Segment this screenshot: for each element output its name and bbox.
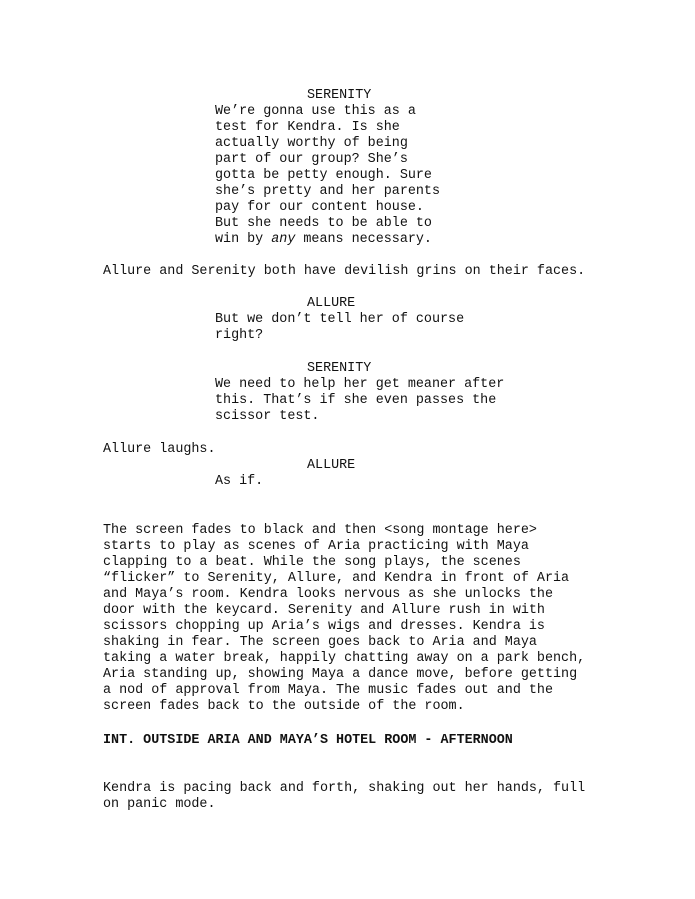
action-line: starts to play as scenes of Aria practicing with Maya [103,539,529,554]
dialogue-line: scissor test. [215,409,320,424]
dialogue-line: part of our group? She’s [215,152,408,167]
action-line: Aria standing up, showing Maya a dance move, before getting [103,667,578,682]
action-line: Allure laughs. [103,442,216,457]
action-line: on panic mode. [103,797,216,812]
action-line: scissors chopping up Aria’s wigs and dresses. Kendra is [103,619,545,634]
character-name-allure: ALLURE [307,458,356,473]
action-line: shaking in fear. The screen goes back to Aria and Maya [103,635,537,650]
dialogue-line: We need to help her get meaner after [215,377,505,392]
action-line: clapping to a beat. While the song plays, the scenes [103,555,521,570]
dialogue-line: As if. [215,474,264,489]
action-line: and Maya’s room. Kendra looks nervous as she unlocks the [103,587,553,602]
action-line: “flicker” to Serenity, Allure, and Kendra in front of Aria [103,571,570,586]
action-line: taking a water break, happily chatting away on a park bench, [103,651,586,666]
action-line: The screen fades to black and then <song montage here> [103,523,537,538]
emphasis-text: any [271,232,296,247]
dialogue-line: We’re gonna use this as a [215,104,416,119]
dialogue-text: win by [215,232,272,247]
action-line: screen fades back to the outside of the room. [103,699,465,714]
dialogue-line: this. That’s if she even passes the [215,393,497,408]
character-name-serenity: SERENITY [307,361,372,376]
character-name-serenity: SERENITY [307,88,372,103]
dialogue-line: right? [215,328,264,343]
character-name-allure: ALLURE [307,296,356,311]
dialogue-line [215,232,432,248]
dialogue-line: But we don’t tell her of course [215,312,465,327]
dialogue-text: means necessary. [295,232,432,247]
scene-heading: INT. OUTSIDE ARIA AND MAYA’S HOTEL ROOM - AFTERNOON [103,733,513,748]
dialogue-line: gotta be petty enough. Sure [215,168,432,183]
action-line: a nod of approval from Maya. The music fades out and the [103,683,553,698]
dialogue-line: she’s pretty and her parents [215,184,440,199]
action-line: Allure and Serenity both have devilish grins on their faces. [103,264,586,279]
action-line: Kendra is pacing back and forth, shaking out her hands, full [103,781,586,796]
action-line: door with the keycard. Serenity and Allure rush in with [103,603,545,618]
dialogue-line: test for Kendra. Is she [215,120,400,135]
dialogue-line: But she needs to be able to [215,216,432,231]
dialogue-line: actually worthy of being [215,136,408,151]
dialogue-line: pay for our content house. [215,200,424,215]
